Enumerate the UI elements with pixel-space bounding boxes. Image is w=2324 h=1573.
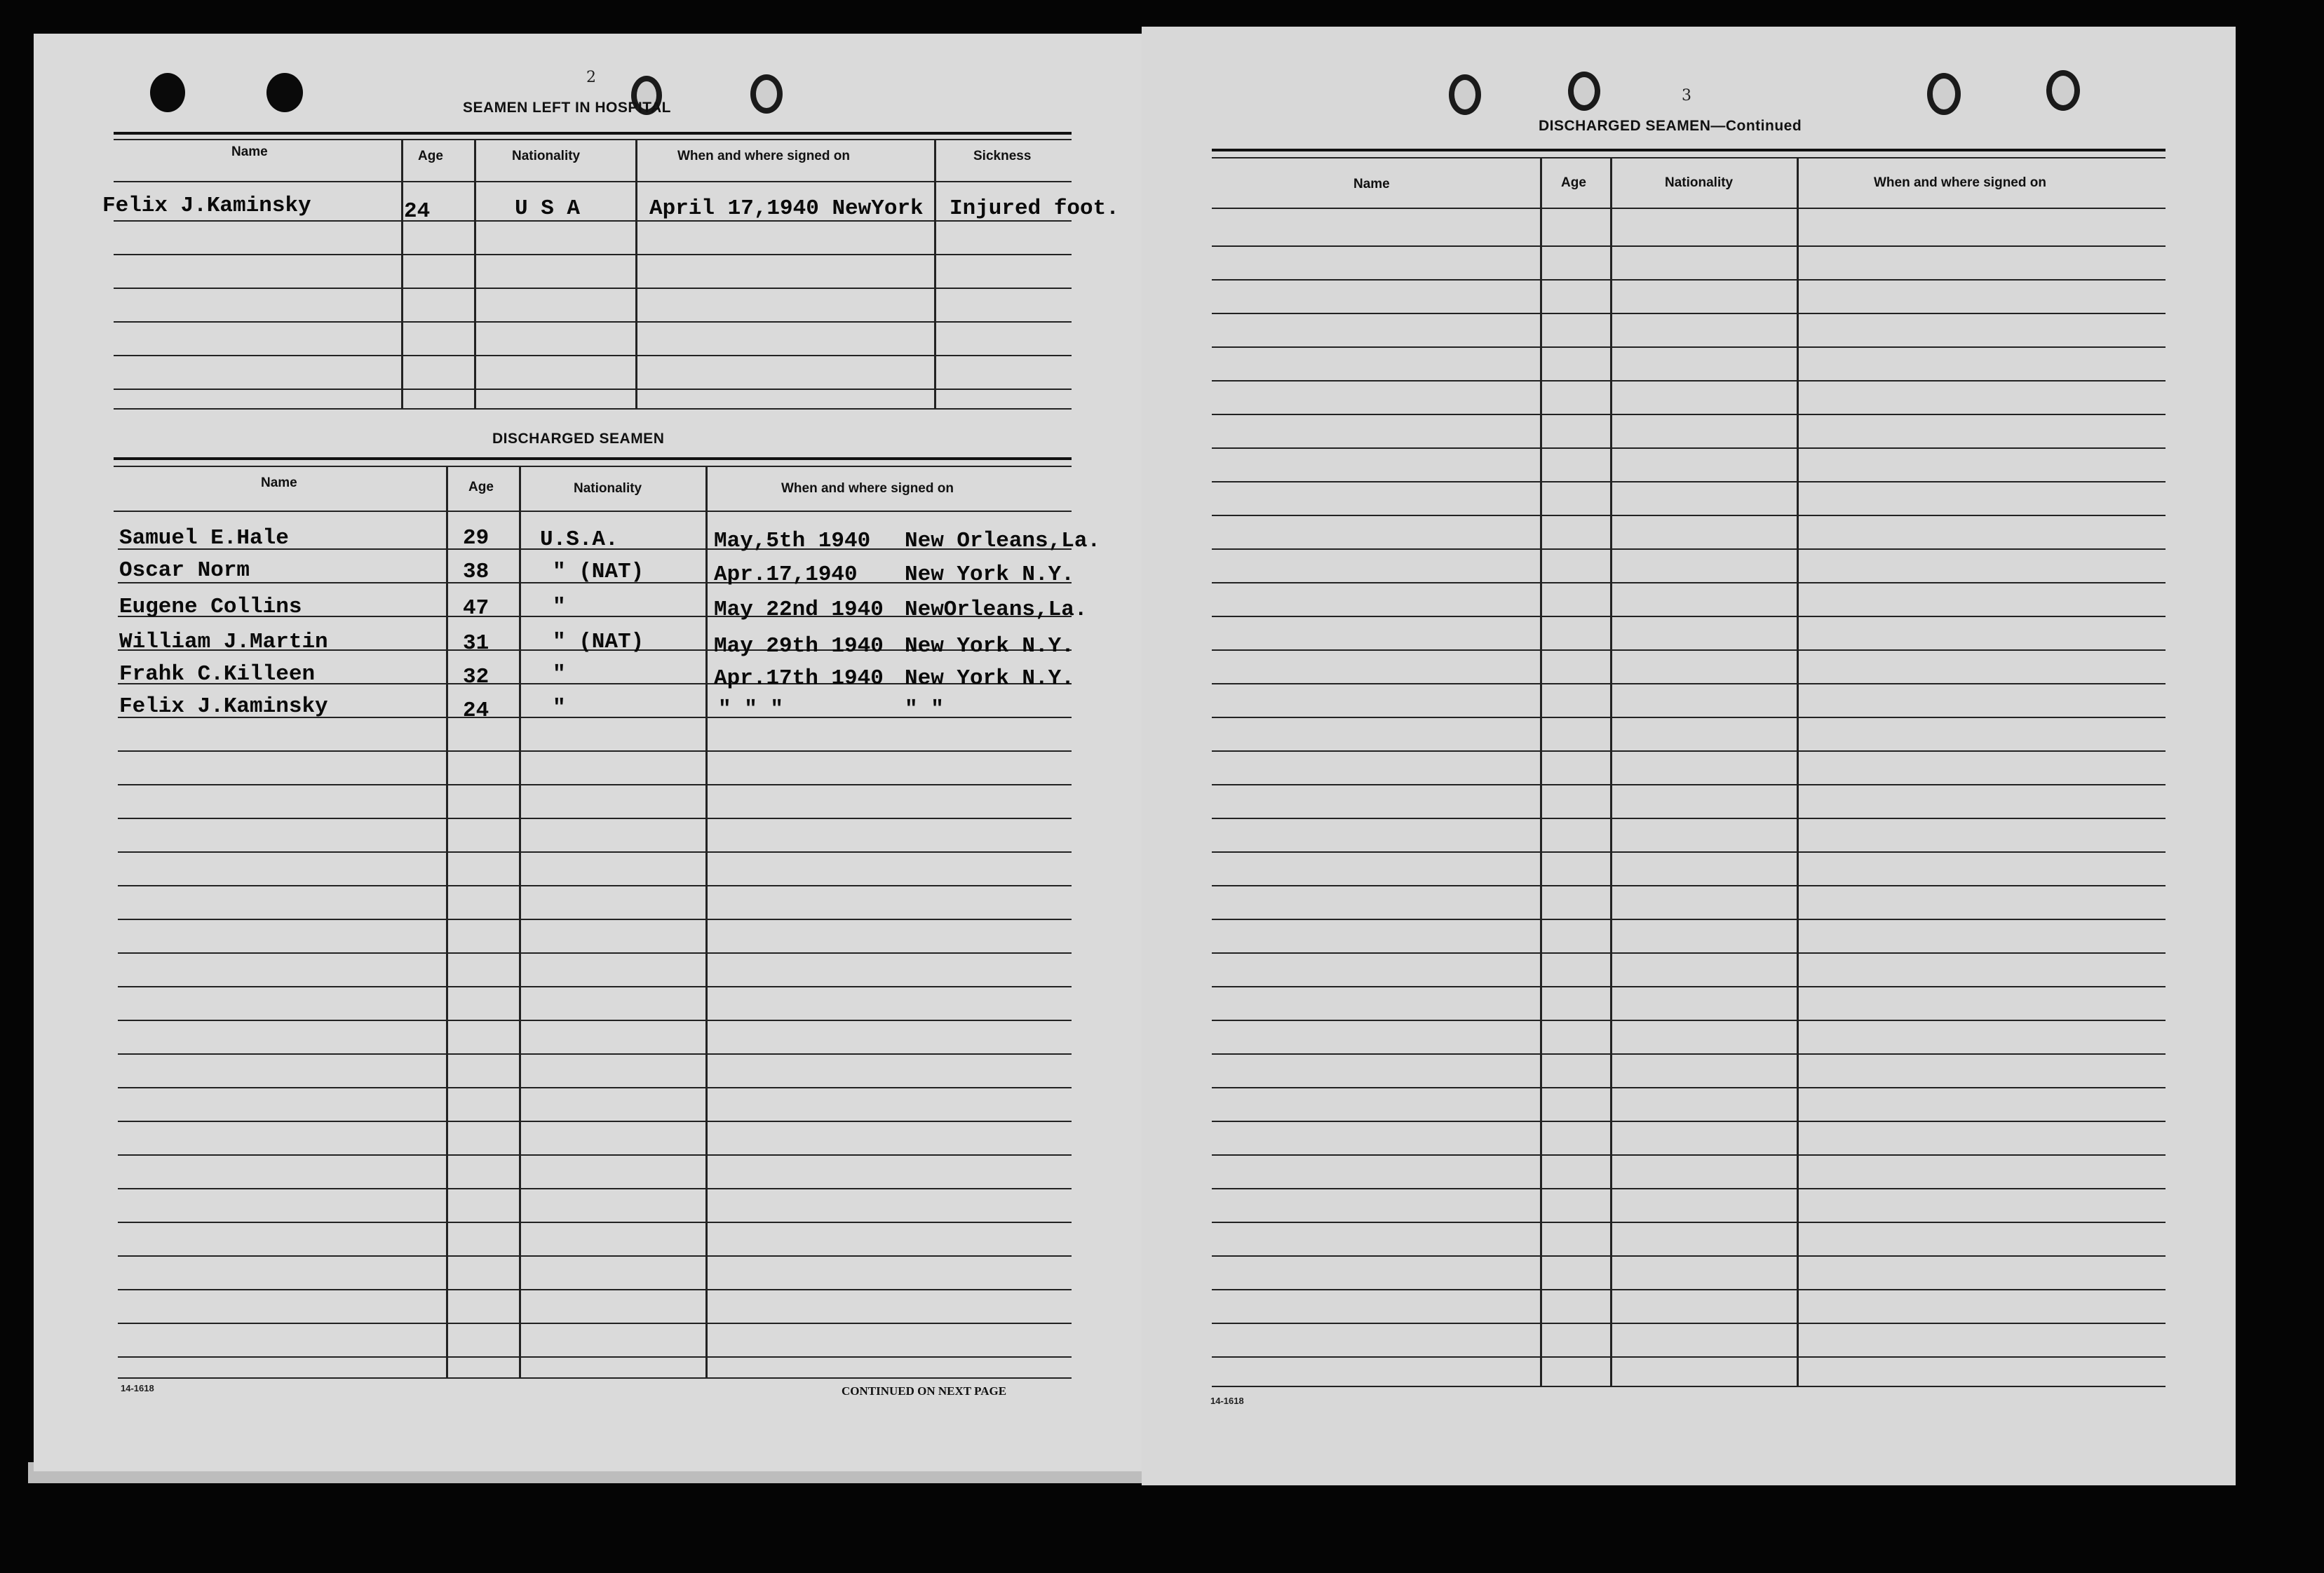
discharged-continued-title: DISCHARGED SEAMEN—Continued xyxy=(1539,118,1802,134)
rule xyxy=(118,1377,1072,1379)
rule xyxy=(1212,683,2166,684)
rule xyxy=(114,254,1072,255)
rule xyxy=(1212,952,2166,954)
hospital-age: 24 xyxy=(404,199,431,224)
rule xyxy=(1212,313,2166,314)
rule xyxy=(114,355,1072,356)
col-header-name: Name xyxy=(1353,177,1390,191)
rule xyxy=(1212,1289,2166,1290)
rule xyxy=(1212,1323,2166,1324)
rule xyxy=(118,1323,1072,1324)
rule xyxy=(1212,447,2166,449)
col-divider xyxy=(401,139,403,408)
punch-hole xyxy=(2046,70,2080,111)
rule xyxy=(118,1255,1072,1257)
rule xyxy=(1212,649,2166,651)
seaman-age: 38 xyxy=(463,560,489,584)
col-header-nationality: Nationality xyxy=(574,481,642,496)
seaman-signed-date: " " " xyxy=(718,697,784,722)
rule xyxy=(114,220,1072,222)
rule xyxy=(118,1121,1072,1122)
seaman-name: William J.Martin xyxy=(119,630,328,654)
seaman-signed-date: May 22nd 1940 xyxy=(714,598,884,622)
rule xyxy=(1212,717,2166,718)
seaman-signed-place: New York N.Y. xyxy=(905,562,1074,587)
col-divider xyxy=(1797,157,1799,1386)
seaman-name: Oscar Norm xyxy=(119,558,250,583)
rule xyxy=(1212,885,2166,886)
rule xyxy=(1212,851,2166,853)
form-number: 14-1618 xyxy=(121,1383,154,1393)
seaman-name: Felix J.Kaminsky xyxy=(119,694,328,719)
rule xyxy=(118,750,1072,752)
rule xyxy=(118,1222,1072,1223)
punch-hole xyxy=(1449,74,1481,115)
seaman-nationality: " xyxy=(553,662,566,687)
rule xyxy=(118,919,1072,920)
rule xyxy=(1212,346,2166,348)
rule xyxy=(118,1188,1072,1189)
rule xyxy=(114,457,1072,460)
rule xyxy=(1212,750,2166,752)
seaman-signed-place: New York N.Y. xyxy=(905,666,1074,691)
rule xyxy=(114,408,1072,410)
hospital-name: Felix J.Kaminsky xyxy=(102,194,311,218)
hospital-title: SEAMEN LEFT IN HOSPITAL xyxy=(463,100,671,116)
col-divider xyxy=(934,139,936,408)
punch-hole xyxy=(750,74,783,114)
seaman-nationality: U.S.A. xyxy=(540,527,619,552)
rule xyxy=(1212,616,2166,617)
punch-hole xyxy=(1568,72,1600,111)
seaman-nationality: " xyxy=(553,595,566,619)
rule xyxy=(114,321,1072,323)
rule xyxy=(118,986,1072,987)
rule xyxy=(118,1289,1072,1290)
col-header-signed-on: When and where signed on xyxy=(1874,175,2046,190)
form-number: 14-1618 xyxy=(1210,1396,1244,1406)
col-divider xyxy=(705,466,708,1377)
rule xyxy=(118,1154,1072,1156)
rule xyxy=(1212,919,2166,920)
col-header-nationality: Nationality xyxy=(1665,175,1734,190)
seaman-signed-place: New Orleans,La. xyxy=(905,529,1101,553)
rule xyxy=(1212,986,2166,987)
page-number: 3 xyxy=(1682,87,1691,104)
rule xyxy=(114,511,1072,512)
seaman-signed-date: Apr.17th 1940 xyxy=(714,666,884,691)
seaman-signed-date: May,5th 1940 xyxy=(714,529,871,553)
col-divider xyxy=(446,466,448,1377)
hospital-nationality: U S A xyxy=(515,196,581,221)
discharged-title: DISCHARGED SEAMEN xyxy=(492,431,665,447)
rule xyxy=(118,784,1072,785)
continued-note: CONTINUED ON NEXT PAGE xyxy=(842,1384,1007,1398)
rule xyxy=(114,181,1072,182)
seaman-age: 32 xyxy=(463,665,489,689)
rule xyxy=(118,952,1072,954)
col-divider xyxy=(635,139,637,408)
rule xyxy=(1212,245,2166,247)
rule xyxy=(1212,279,2166,281)
rule xyxy=(1212,1255,2166,1257)
seaman-name: Frahk C.Killeen xyxy=(119,662,316,687)
rule xyxy=(118,1087,1072,1088)
rule xyxy=(118,1053,1072,1055)
col-header-name: Name xyxy=(261,475,297,490)
seaman-signed-place: NewOrleans,La. xyxy=(905,598,1088,622)
rule xyxy=(1212,784,2166,785)
rule xyxy=(1212,1121,2166,1122)
punch-hole xyxy=(266,73,303,112)
seaman-signed-place: " " xyxy=(905,697,944,722)
rule xyxy=(1212,1386,2166,1387)
seaman-age: 47 xyxy=(463,596,489,621)
col-header-nationality: Nationality xyxy=(512,149,581,163)
seaman-age: 31 xyxy=(463,631,489,656)
rule xyxy=(118,1356,1072,1358)
seaman-signed-date: May 29th 1940 xyxy=(714,634,884,659)
rule xyxy=(118,818,1072,819)
rule xyxy=(118,1020,1072,1021)
col-divider xyxy=(1540,157,1542,1386)
col-divider xyxy=(474,139,476,408)
rule xyxy=(114,132,1072,135)
rule xyxy=(1212,818,2166,819)
seaman-age: 24 xyxy=(463,698,489,723)
rule xyxy=(1212,149,2166,151)
rule xyxy=(118,885,1072,886)
seaman-nationality: " (NAT) xyxy=(553,630,644,654)
hospital-signed-on: April 17,1940 NewYork xyxy=(649,196,924,221)
seaman-age: 29 xyxy=(463,526,489,551)
rule xyxy=(1212,1222,2166,1223)
rule xyxy=(1212,1020,2166,1021)
rule xyxy=(1212,157,2166,158)
seaman-signed-place: New York N.Y. xyxy=(905,634,1074,659)
col-header-name: Name xyxy=(231,144,268,159)
punch-hole xyxy=(1927,73,1961,115)
page-number: 2 xyxy=(586,69,596,86)
rule xyxy=(1212,1188,2166,1189)
rule xyxy=(1212,481,2166,482)
rule xyxy=(1212,1087,2166,1088)
col-header-sickness: Sickness xyxy=(973,149,1032,163)
col-header-age: Age xyxy=(418,149,443,163)
hospital-sickness: Injured foot. xyxy=(950,196,1119,221)
col-header-signed-on: When and where signed on xyxy=(781,481,954,496)
rule xyxy=(114,389,1072,390)
seaman-name: Samuel E.Hale xyxy=(119,526,289,551)
rule xyxy=(1212,1154,2166,1156)
rule xyxy=(114,288,1072,289)
col-header-signed-on: When and where signed on xyxy=(677,149,850,163)
col-header-age: Age xyxy=(1561,175,1586,190)
rule xyxy=(1212,414,2166,415)
rule xyxy=(114,139,1072,140)
punch-hole xyxy=(150,73,185,112)
col-divider xyxy=(1610,157,1612,1386)
col-header-age: Age xyxy=(468,480,494,494)
rule xyxy=(1212,1356,2166,1358)
rule xyxy=(1212,548,2166,550)
seaman-nationality: " (NAT) xyxy=(553,560,644,584)
col-divider xyxy=(519,466,521,1377)
seaman-signed-date: Apr.17,1940 xyxy=(714,562,858,587)
rule xyxy=(1212,380,2166,382)
rule xyxy=(1212,1053,2166,1055)
rule xyxy=(1212,208,2166,209)
rule xyxy=(114,466,1072,467)
rule xyxy=(1212,515,2166,516)
seaman-name: Eugene Collins xyxy=(119,595,302,619)
rule xyxy=(118,851,1072,853)
seaman-nationality: " xyxy=(553,696,566,720)
rule xyxy=(1212,582,2166,583)
